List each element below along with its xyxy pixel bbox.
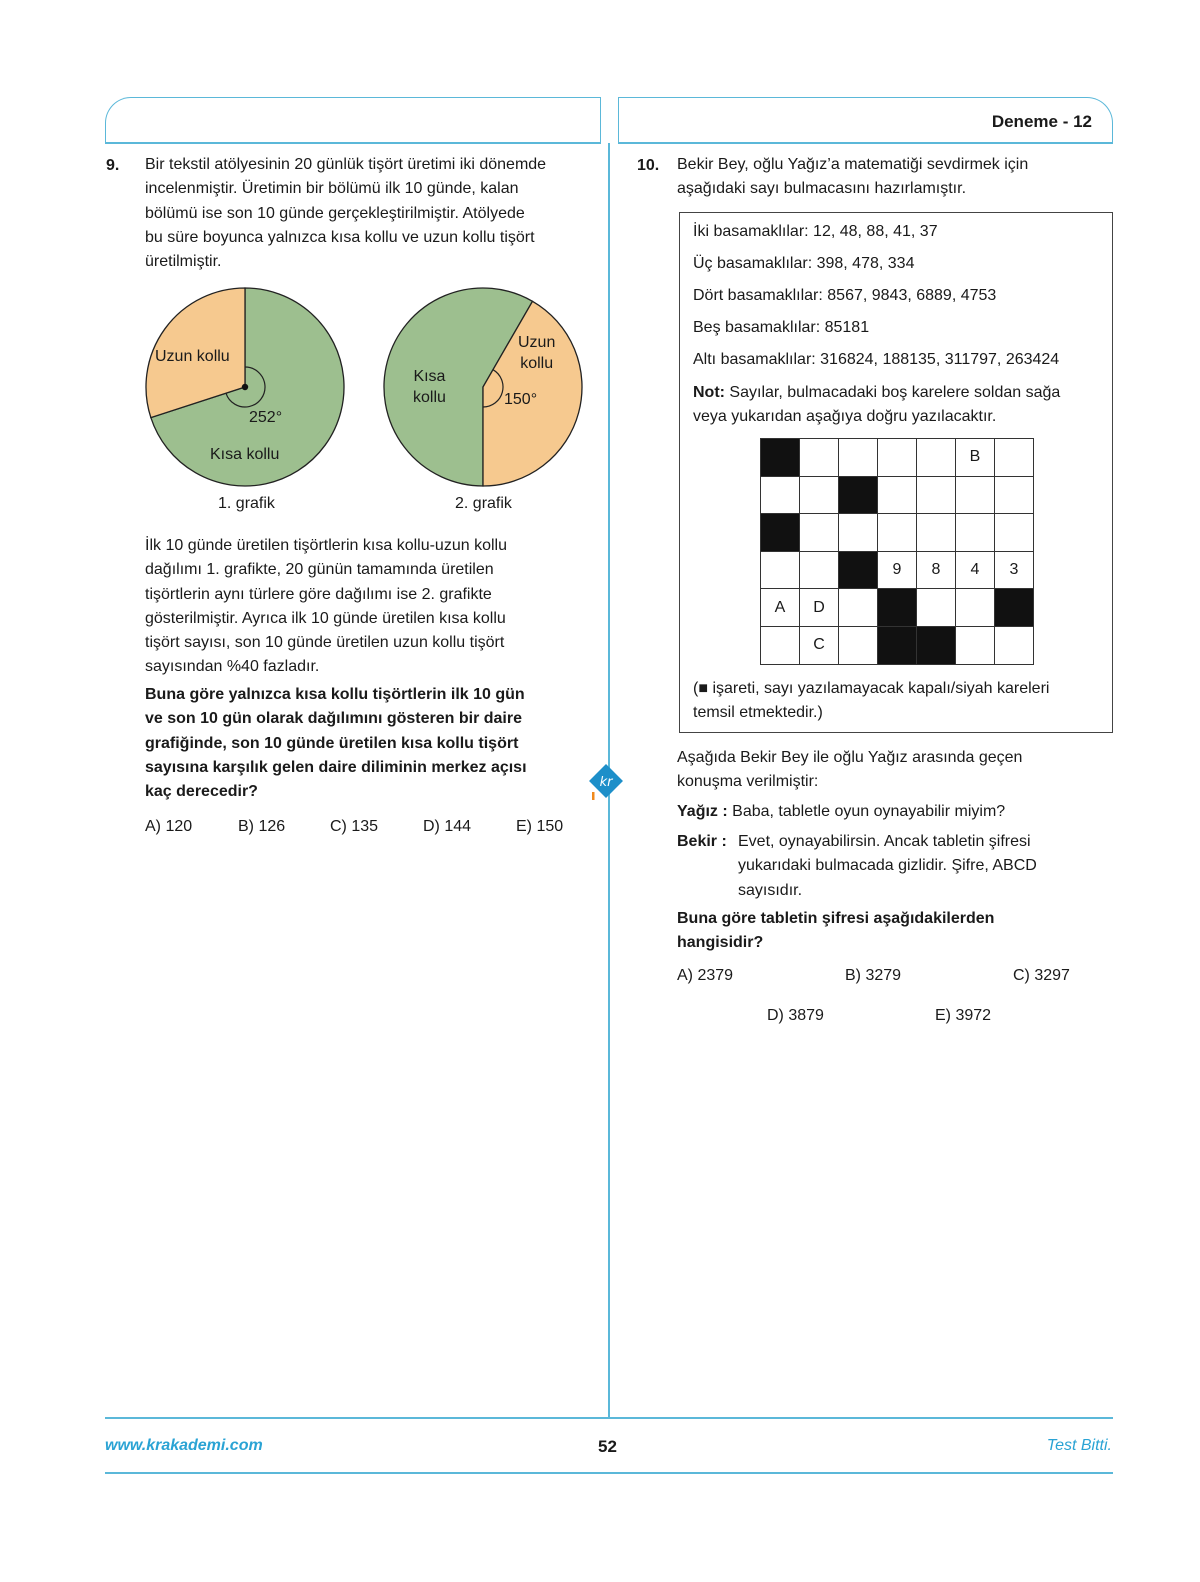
pie2-label-short-line: kollu: [413, 389, 446, 406]
q9-intro: [145, 153, 546, 274]
grid-cell: [995, 626, 1034, 664]
puzzle-note-label: Not:: [693, 384, 725, 401]
grid-cell: [956, 476, 995, 514]
q9-body-line: sayısından %40 fazladır.: [145, 658, 320, 676]
q9-question-line: sayısına karşılık gelen daire diliminin merkez açısı: [145, 758, 527, 776]
test-end-label: Test Bitti.: [1046, 1437, 1112, 1454]
pie-chart-2: [378, 282, 588, 492]
puzzle-note-text: Sayılar, bulmacadaki boş karelere soldan sağa: [724, 384, 1061, 401]
yagiz-speech: Baba, tabletle oyun oynayabilir miyim?: [732, 803, 1006, 820]
q10-choice-b[interactable]: B) 3279: [845, 967, 902, 984]
q10-intro: [677, 153, 1028, 202]
q9-question-line: grafiğinde, son 10 günde üretilen kısa kollu tişört: [145, 734, 519, 752]
q9-question-line: kaç derecedir?: [145, 783, 258, 801]
grid-cell: [878, 476, 917, 514]
grid-cell: [917, 439, 956, 477]
pie2-label-long-line: kollu: [520, 355, 554, 372]
grid-cell: [761, 551, 800, 589]
q9-body-line: dağılımı 1. grafikte, 20 günün tamamında üretilen: [145, 561, 494, 579]
q9-body-line: gösterilmiştir. Ayrıca ilk 10 günde üretilen kısa kollu: [145, 609, 506, 627]
grid-cell: D: [800, 589, 839, 627]
q10-choice-a[interactable]: A) 2379: [677, 967, 734, 984]
test-title: Deneme - 12: [991, 112, 1092, 131]
publisher-logo: [587, 762, 625, 800]
bekir-speech-line: Evet, oynayabilirsin. Ancak tabletin şifresi: [738, 833, 1031, 850]
q9-question: [145, 683, 527, 804]
grid-row: [761, 439, 1034, 477]
q9-intro-line: üretilmiştir.: [145, 253, 222, 271]
grid-row: [761, 514, 1034, 552]
q10-intro-line: aşağıdaki sayı bulmacasını hazırlamıştır.: [677, 180, 967, 198]
q9-body-line: tişörtlerin aynı türlere göre dağılımı ise 2. grafikte: [145, 585, 492, 603]
grid-cell: 8: [917, 551, 956, 589]
grid-cell: [956, 626, 995, 664]
grid-cell: B: [956, 439, 995, 477]
grid-cell: [839, 626, 878, 664]
q9-question-line: ve son 10 gün olarak dağılımını gösteren bir daire: [145, 710, 522, 728]
grid-cell-black: [839, 551, 878, 589]
dialog-intro-line: konuşma verilmiştir:: [677, 773, 819, 791]
grid-cell: [800, 439, 839, 477]
pie2-angle-label: 150°: [504, 391, 538, 408]
grid-row: [761, 476, 1034, 514]
grid-cell: [995, 476, 1034, 514]
grid-cell: [917, 476, 956, 514]
header-rule-left: [105, 142, 601, 144]
q10-choice-e[interactable]: E) 3972: [935, 1007, 992, 1024]
pie1-label-short: Kısa kollu: [210, 446, 280, 463]
dialog-intro: [677, 746, 1022, 795]
q10-choice-d[interactable]: D) 3879: [767, 1007, 824, 1024]
q9-intro-line: incelenmiştir. Üretimin bir bölümü ilk 10 günde, kalan: [145, 180, 519, 198]
bekir-speech-line: sayısıdır.: [738, 881, 803, 899]
header-rule-right: [618, 142, 1113, 144]
grid-cell: [995, 439, 1034, 477]
grid-cell-black: [878, 589, 917, 627]
puzzle-note-line-2: veya yukarıdan aşağıya doğru yazılacaktır.: [693, 408, 997, 425]
q9-choice-a[interactable]: A) 120: [145, 818, 193, 835]
grid-cell: [761, 626, 800, 664]
grid-cell: [917, 589, 956, 627]
q10-choice-c[interactable]: C) 3297: [1013, 967, 1070, 984]
q9-intro-line: bu süre boyunca yalnızca kısa kollu ve uzun kollu tişört: [145, 228, 535, 246]
pie1-caption: 1. grafik: [218, 495, 275, 512]
pie2-caption: 2. grafik: [455, 495, 512, 512]
pie2-label-short-line: Kısa: [413, 368, 446, 385]
q9-choice-d[interactable]: D) 144: [423, 818, 472, 835]
grid-row: [761, 626, 1034, 664]
puzzle-note-line: [693, 384, 1060, 402]
legend-line-1: (■ işareti, sayı yazılamayacak kapalı/siyah kareleri: [693, 680, 1050, 697]
q10-intro-line: Bekir Bey, oğlu Yağız’a matematiği sevdirmek için: [677, 156, 1029, 173]
grid-cell-black: [995, 589, 1034, 627]
grid-cell: 4: [956, 551, 995, 589]
bekir-speech: [738, 830, 1037, 903]
grid-cell: C: [800, 626, 839, 664]
footer-rule-bottom: [105, 1472, 1113, 1474]
grid-cell-black: [839, 476, 878, 514]
q9-body-line: tişört sayısı, son 10 günde üretilen uzun kollu tişört: [145, 634, 505, 652]
grid-cell: [956, 589, 995, 627]
pie1-center-dot: [242, 384, 248, 390]
q10-number: 10.: [637, 157, 660, 174]
grid-cell: 9: [878, 551, 917, 589]
grid-cell: [800, 514, 839, 552]
speaker-yagiz: Yağız :: [677, 803, 728, 820]
grid-cell: A: [761, 589, 800, 627]
q9-choice-b[interactable]: B) 126: [238, 818, 286, 835]
footer-rule-top: [105, 1417, 1113, 1419]
logo-text: kr: [599, 775, 613, 790]
number-list-5digit: Beş basamaklılar: 85181: [693, 319, 870, 336]
q10-question-line: hangisidir?: [677, 934, 764, 952]
grid-cell-black: [761, 514, 800, 552]
header-frame-left: [105, 97, 601, 143]
grid-cell: [995, 514, 1034, 552]
number-list-4digit: Dört basamaklılar: 8567, 9843, 6889, 4753: [693, 287, 997, 304]
q9-body: [145, 534, 507, 680]
grid-cell: [800, 476, 839, 514]
q10-question-line: Buna göre tabletin şifresi aşağıdakilerden: [677, 910, 995, 927]
grid-cell: [839, 439, 878, 477]
q9-choice-c[interactable]: C) 135: [330, 818, 379, 835]
speaker-bekir: Bekir :: [677, 833, 727, 850]
legend-line-2: temsil etmektedir.): [693, 704, 823, 721]
q9-number: 9.: [106, 157, 120, 174]
page-number: 52: [598, 1437, 617, 1456]
q9-intro-line: Bir tekstil atölyesinin 20 günlük tişört üretimi iki dönemde: [145, 156, 547, 173]
grid-cell: [917, 514, 956, 552]
grid-cell: [800, 551, 839, 589]
grid-cell: [878, 514, 917, 552]
q9-question-line: Buna göre yalnızca kısa kollu tişörtlerin ilk 10 gün: [145, 686, 525, 703]
number-list-6digit: Altı basamaklılar: 316824, 188135, 311797, 263424: [693, 351, 1060, 368]
q9-intro-line: bölümü ise son 10 günde gerçekleştirilmiştir. Atölyede: [145, 204, 525, 222]
grid-cell-black: [917, 626, 956, 664]
q9-body-line: İlk 10 günde üretilen tişörtlerin kısa kollu-uzun kollu: [145, 537, 507, 554]
grid-cell: [878, 439, 917, 477]
bekir-speech-line: yukarıdaki bulmacada gizlidir. Şifre, ABCD: [738, 857, 1037, 875]
grid-cell-black: [761, 439, 800, 477]
grid-cell: [839, 514, 878, 552]
pie2-label-long-line: Uzun: [518, 334, 556, 351]
pie1-angle-label: 252°: [249, 409, 283, 426]
dialog-intro-line: Aşağıda Bekir Bey ile oğlu Yağız arasında geçen: [677, 749, 1023, 766]
grid-cell: [956, 514, 995, 552]
dialog-yagiz: [677, 800, 1005, 824]
grid-cell-black: [878, 626, 917, 664]
grid-cell: [761, 476, 800, 514]
grid-row: [761, 551, 1034, 589]
pie2-label-short: [413, 366, 446, 408]
number-list-2digit: İki basamaklılar: 12, 48, 88, 41, 37: [693, 223, 938, 240]
q9-choice-e[interactable]: E) 150: [516, 818, 564, 835]
crossword-grid: [760, 438, 1034, 665]
grid-cell: [839, 589, 878, 627]
grid-row: [761, 589, 1034, 627]
pie1-label-long: Uzun kollu: [155, 348, 230, 365]
footer-url[interactable]: www.krakademi.com: [105, 1437, 263, 1454]
pie2-label-long: [518, 332, 555, 374]
q10-question: [677, 907, 994, 956]
number-list-3digit: Üç basamaklılar: 398, 478, 334: [693, 255, 915, 272]
grid-cell: 3: [995, 551, 1034, 589]
